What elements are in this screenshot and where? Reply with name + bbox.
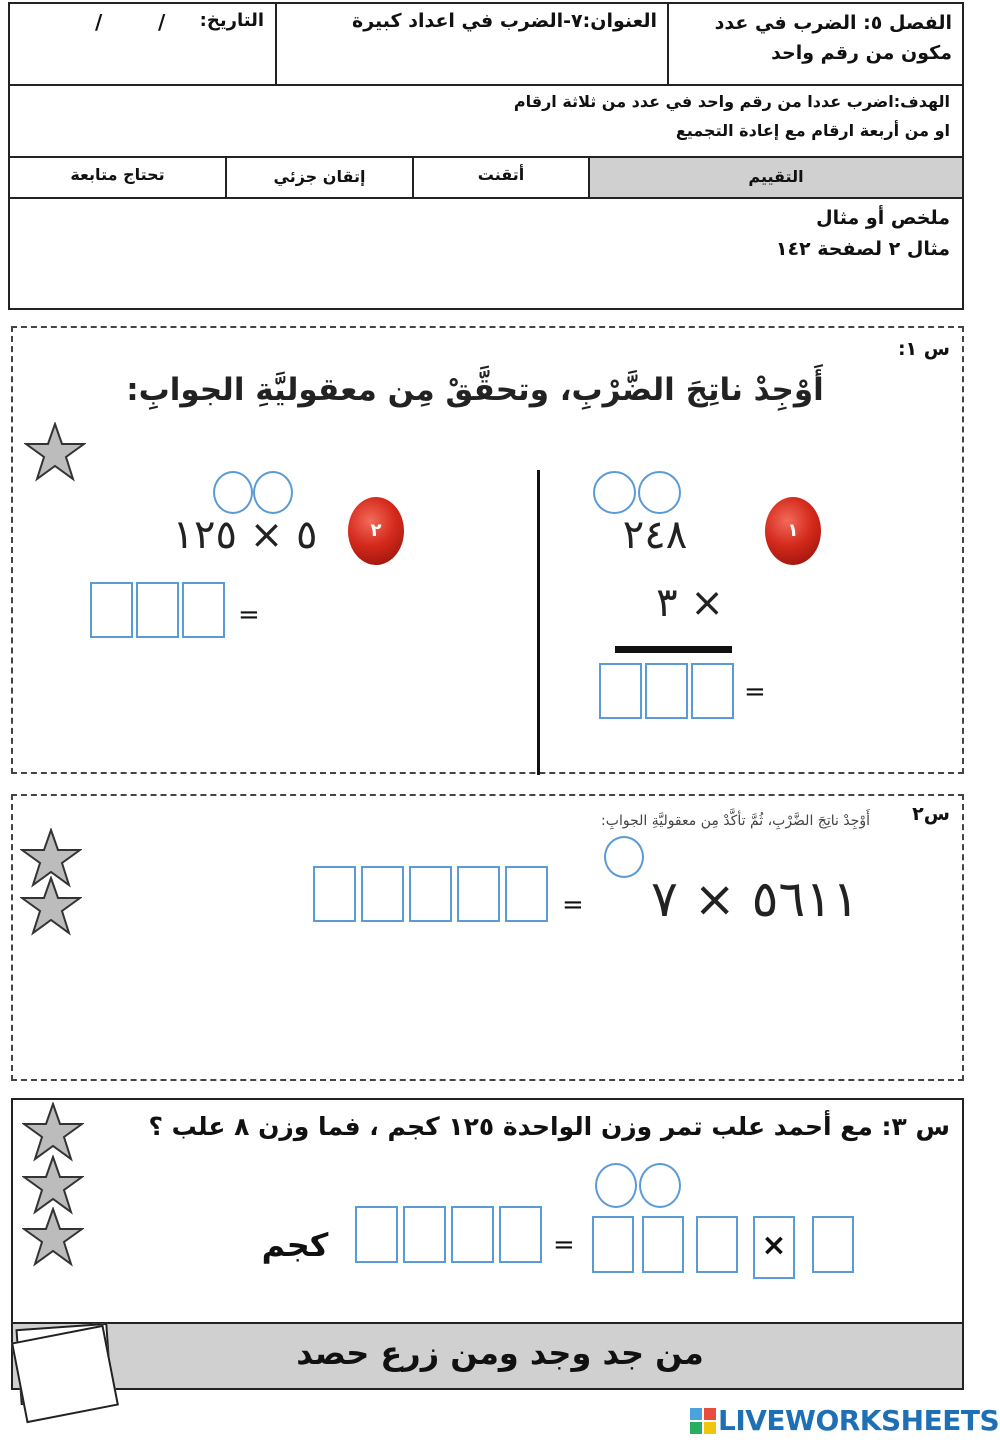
goal-line-2: او من أربعة ارقام مع إعادة التجميع [675,121,950,140]
regroup-circle[interactable] [639,1163,681,1208]
brand-name[interactable]: LIVEWORKSHEETS [718,1404,1000,1437]
summary-line-1: ملخص أو مثال [816,207,950,229]
lesson-title: العنوان:٧-الضرب في اعداد كبيرة [352,10,657,32]
date-label: التاريخ: [199,10,264,31]
multiplier-box[interactable] [812,1216,854,1273]
equals-sign: = [744,677,766,707]
unit-label: كجم [261,1226,329,1264]
liveworksheets-logo-icon [690,1408,716,1434]
regroup-circle[interactable] [213,471,253,514]
question-1-label: س ١: [897,338,950,360]
answer-box[interactable] [313,866,356,922]
times-sign: × [761,1228,787,1263]
question-2-expression: ٥٦١١ × ٧ [651,870,859,928]
question-2-panel [11,794,964,1081]
star-icon [22,1102,84,1162]
item-1-bottom-number: ٣ × [656,580,724,626]
equals-sign: = [553,1230,575,1260]
answer-box[interactable] [90,582,133,638]
answer-box[interactable] [599,663,642,719]
item-1-number-badge: ١ [765,497,821,565]
motto-text: من جد وجد ومن زرع حصد [296,1334,704,1372]
regroup-circle[interactable] [593,471,636,514]
factor-box[interactable] [592,1216,634,1273]
star-icon [22,1155,84,1215]
regroup-circle[interactable] [253,471,293,514]
mastered-label: أتقنت [477,165,525,184]
answer-box[interactable] [457,866,500,922]
partial-label: إتقان جزئي [273,167,366,186]
question-2-instruction: أَوْجِدْ ناتِجَ الضَّرْبِ، ثُمَّ تأكَّدْ مِن معقوليَّةِ الجوابِ: [601,813,870,829]
item-2-expression: ٥ × ١٢٥ [172,512,318,558]
answer-box[interactable] [355,1206,398,1263]
factor-box[interactable] [696,1216,738,1273]
equals-sign: = [562,890,584,920]
answer-box[interactable] [403,1206,446,1263]
assessment-label: التقييم [748,167,804,186]
question-3-text: س ٣: مع أحمد علب تمر وزن الواحدة ١٢٥ كجم ، فما وزن ٨ علب ؟ [148,1112,950,1141]
answer-box[interactable] [505,866,548,922]
item-2-number-badge: ٢ [348,497,404,565]
answer-box[interactable] [136,582,179,638]
star-icon [20,876,82,936]
followup-label: تحتاج متابعة [70,165,165,184]
goal-line-1: الهدف:اضرب عددا من رقم واحد في عدد من ثلاثة ارقام [513,92,950,111]
star-icon [22,1207,84,1267]
question-1-instruction: أَوْجِدْ ناتِجَ الضَّرْبِ، وتحقَّقْ مِن معقوليَّةِ الجوابِ: [126,372,824,408]
question-1-divider [537,470,540,775]
regroup-circle[interactable] [638,471,681,514]
question-2-label: س٢ [912,803,950,825]
chapter-text: الفصل ٥: الضرب في عدد مكون من رقم واحد [714,12,952,64]
factor-box[interactable] [642,1216,684,1273]
answer-box[interactable] [499,1206,542,1263]
answer-box[interactable] [182,582,225,638]
date-slashes[interactable]: / / [95,10,166,34]
answer-box[interactable] [691,663,734,719]
star-icon [24,422,86,482]
item-1-sum-line [615,646,732,653]
answer-box[interactable] [361,866,404,922]
item-1-top-number: ٢٤٨ [622,512,688,558]
answer-box[interactable] [451,1206,494,1263]
answer-box[interactable] [645,663,688,719]
answer-box[interactable] [409,866,452,922]
paper-sheet-icon [11,1325,119,1423]
equals-sign: = [238,600,260,630]
summary-line-2: مثال ٢ لصفحة ١٤٢ [775,238,950,260]
regroup-circle[interactable] [595,1163,637,1208]
